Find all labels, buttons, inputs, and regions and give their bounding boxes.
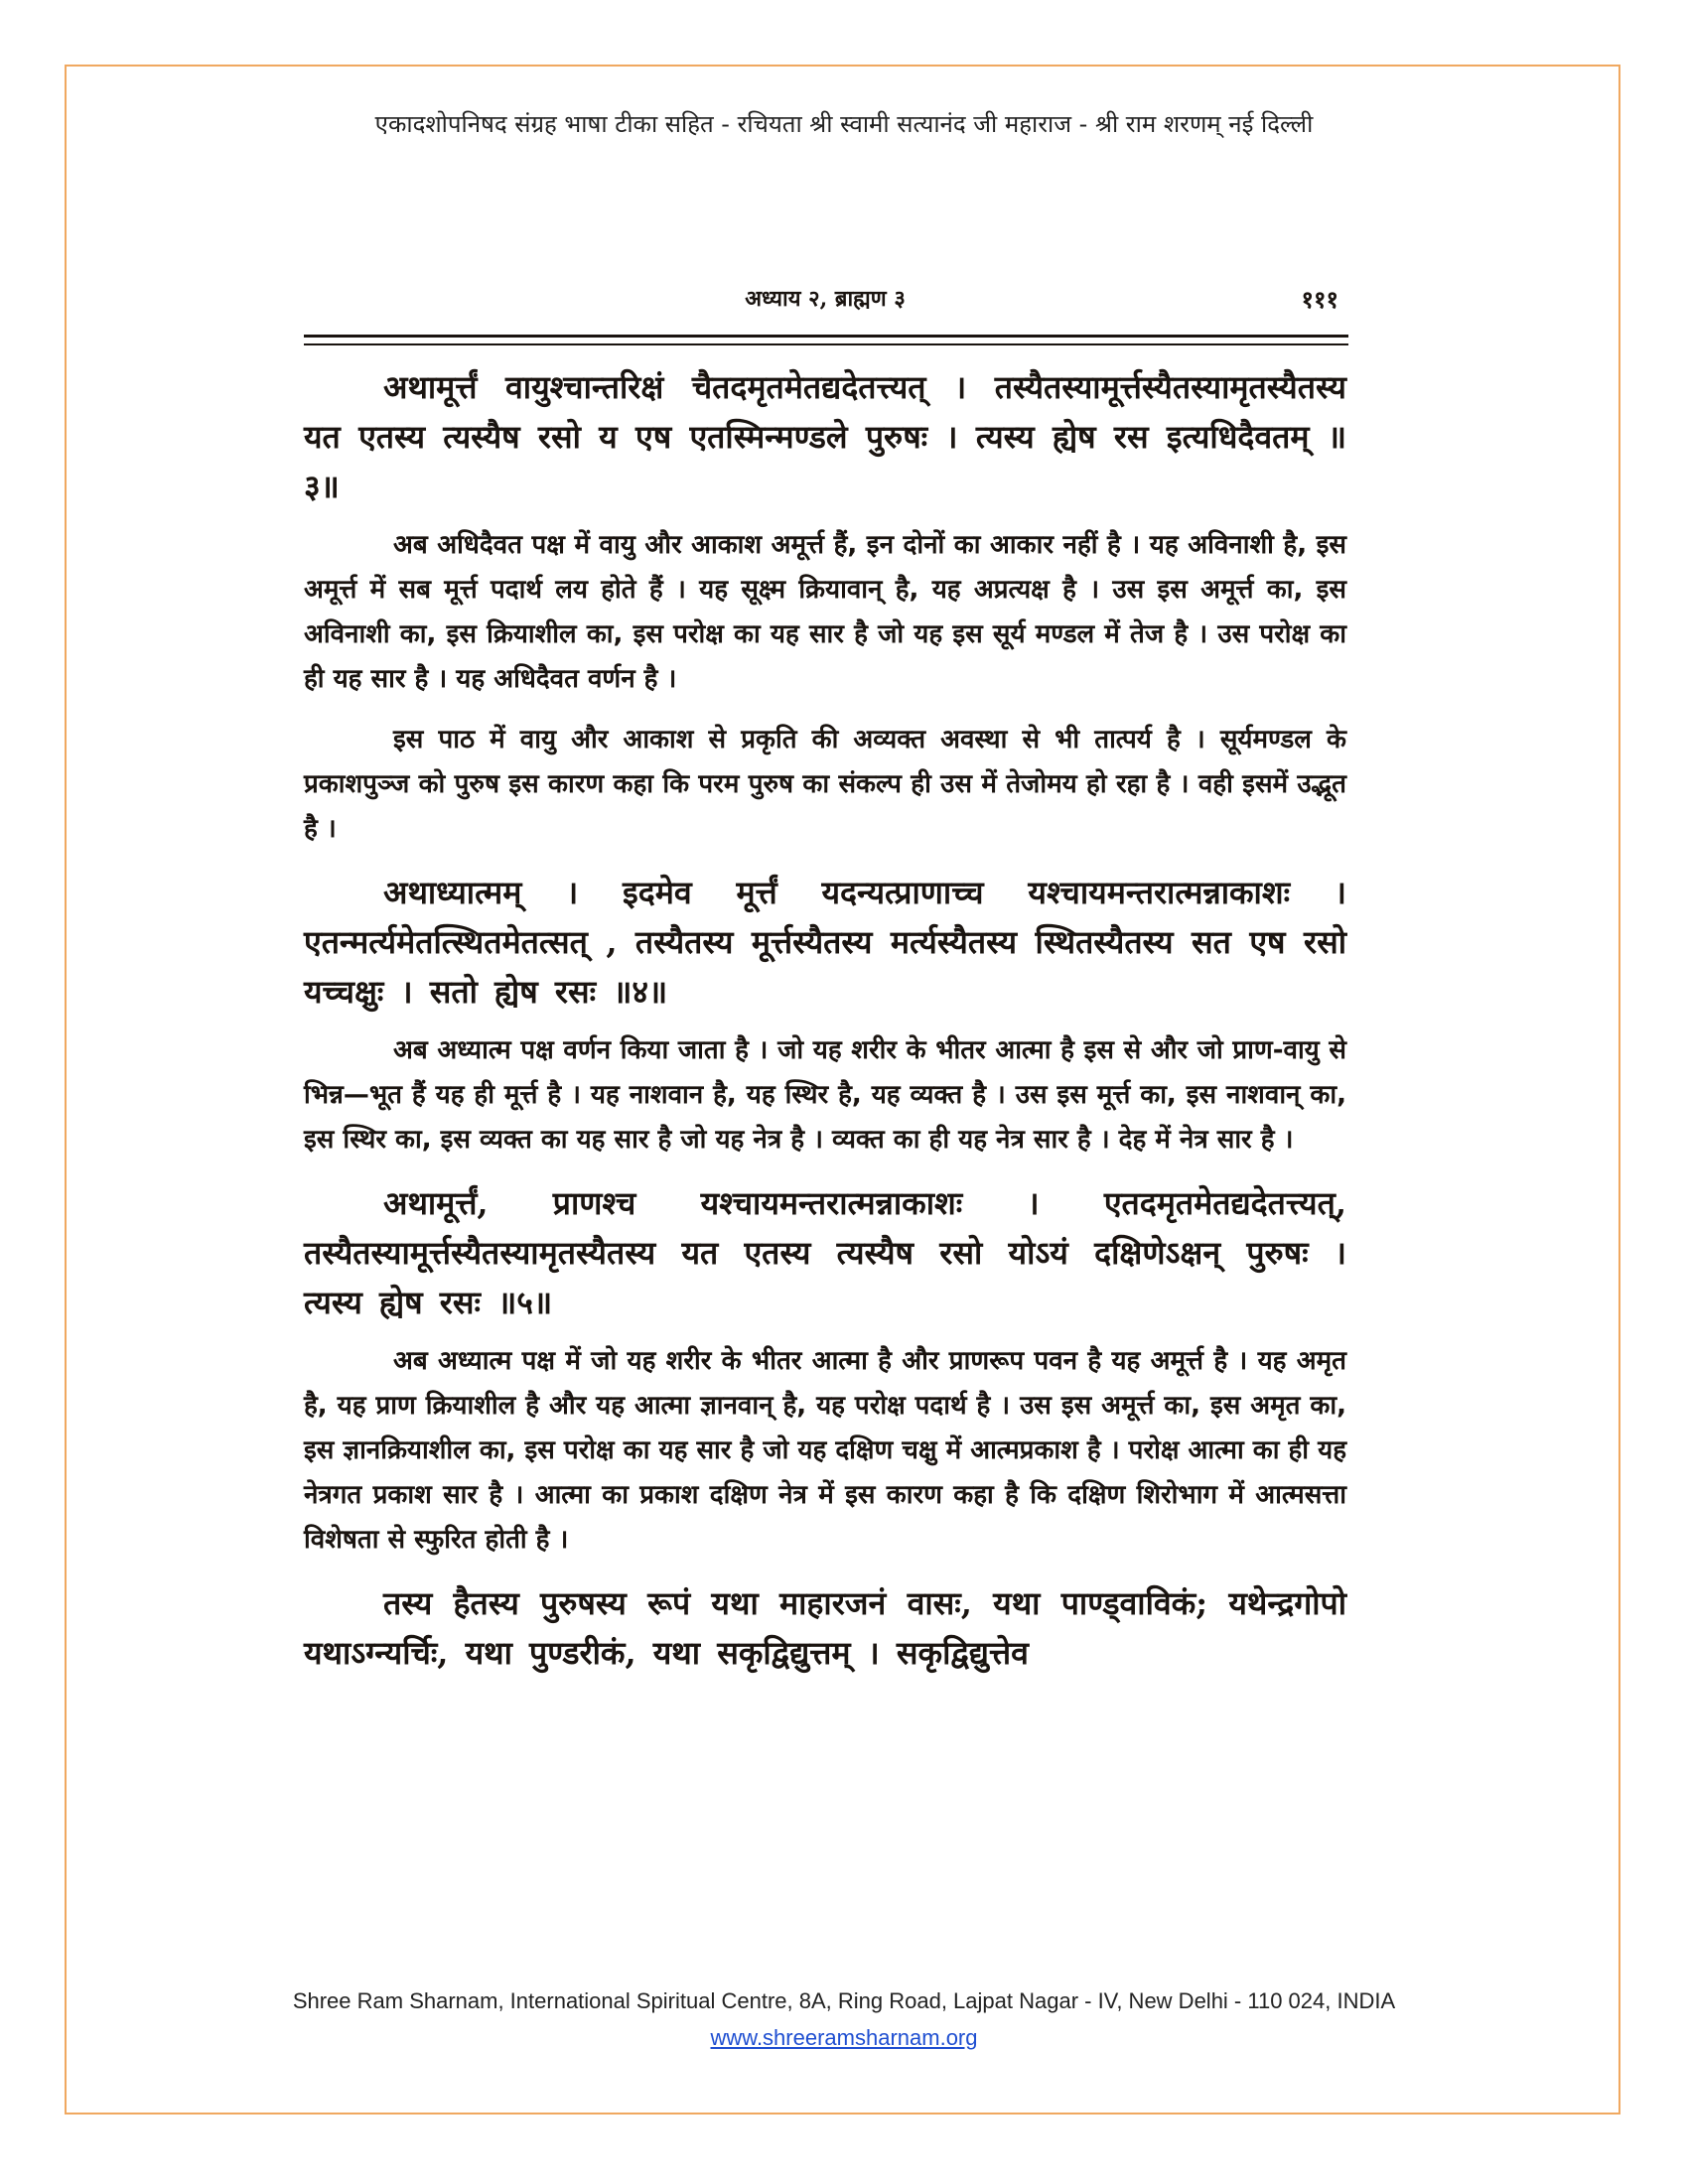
page-body xyxy=(304,362,1346,1690)
shloka-4: अथाध्यात्मम् । इदमेव मूर्त्तं यदन्यत्प्राणाच्च यश्चायमन्तरात्मन्नाकाशः । एतन्मर्त्यमेतत्स्थितमेतत्सत् , तस्यैतस्य मूर्त्तस्यैतस्य मर्त्यस्यैतस्य स्थितस्यैतस्य सत एष रसो यच्चक्षुः । सतो ह्येष रसः ॥४॥ xyxy=(304,874,1346,1011)
header-rule-thin xyxy=(304,343,1348,345)
footer-website xyxy=(0,2025,1688,2051)
shloka-5: अथामूर्त्तं, प्राणश्च यश्चायमन्तरात्मन्नाकाशः । एतदमृतमेतद्यदेतत्त्यत्, तस्यैतस्यामूर्त्तस्यैतस्यामृतस्यैतस्य यत एतस्य त्यस्यैष रसो योऽयं दक्षिणेऽक्षन् पुरुषः । त्यस्य ह्येष रसः ॥५॥ xyxy=(304,1184,1346,1321)
shloka-6: तस्य हैतस्य पुरुषस्य रूपं यथा माहारजनं वासः, यथा पाण्ड्वाविकं; यथेन्द्रगोपो यथाऽग्न्यर्चिः, यथा पुण्डरीकं, यथा सकृद्विद्युत्तम् । सकृद्विद्युत्तेव xyxy=(304,1584,1346,1672)
footer-address: Shree Ram Sharnam, International Spiritual Centre, 8A, Ring Road, Lajpat Nagar - IV, New Delhi - 110 024, INDIA xyxy=(292,1988,1396,2013)
commentary-paragraph: अब अधिदैवत पक्ष में वायु और आकाश अमूर्त्त हैं, इन दोनों का आकार नहीं है । यह अविनाशी है, इस अमूर्त्त में सब मूर्त्त पदार्थ लय होते हैं । यह सूक्ष्म क्रियावान् है, यह अप्रत्यक्ष है । उस इस अमूर्त्त का, इस अविनाशी का, इस क्रियाशील का, इस परोक्ष का यह सार है जो यह इस सूर्य मण्डल में तेज है । उस परोक्ष का ही यह सार है । यह अधिदैवत वर्णन है । xyxy=(304,530,1346,694)
chapter-title: अध्याय २, ब्राह्मण ३ xyxy=(745,286,906,312)
commentary-paragraph: अब अध्यात्म पक्ष में जो यह शरीर के भीतर आत्मा है और प्राणरूप पवन है यह अमूर्त्त है । यह अमृत है, यह प्राण क्रियाशील है और यह आत्मा ज्ञानवान् है, यह परोक्ष पदार्थ है । उस इस अमूर्त्त का, इस अमृत का, इस ज्ञानक्रियाशील का, इस परोक्ष का यह सार है जो यह दक्षिण चक्षु में आत्मप्रकाश है । परोक्ष आत्मा का ही यह नेत्रगत प्रकाश सार है । आत्मा का प्रकाश दक्षिण नेत्र में इस कारण कहा है कि दक्षिण शिरोभाग में आत्मसत्ता विशेषता से स्फुरित होती है । xyxy=(304,1346,1346,1555)
shloka-3: अथामूर्त्तं वायुश्चान्तरिक्षं चैतदमृतमेतद्यदेतत्त्यत् । तस्यैतस्यामूर्त्तस्यैतस्यामृतस्यैतस्य यत एतस्य त्यस्यैष रसो य एष एतस्मिन्मण्डले पुरुषः । त्यस्य ह्येष रस इत्यधिदैवतम् ॥३॥ xyxy=(304,368,1346,505)
commentary-paragraph: इस पाठ में वायु और आकाश से प्रकृति की अव्यक्त अवस्था से भी तात्पर्य है । सूर्यमण्डल के प्रकाशपुञ्ज को पुरुष इस कारण कहा कि परम पुरुष का संकल्प ही उस में तेजोमय हो रहा है । वही इसमें उद्भूत है । xyxy=(304,725,1346,844)
commentary-paragraph: अब अध्यात्म पक्ष वर्णन किया जाता है । जो यह शरीर के भीतर आत्मा है इस से और जो प्राण-वायु से भिन्न—भूत हैं यह ही मूर्त्त है । यह नाशवान है, यह स्थिर है, यह व्यक्त है । उस इस मूर्त्त का, इस नाशवान् का, इस स्थिर का, इस व्यक्त का यह सार है जो यह नेत्र है । व्यक्त का ही यह नेत्र सार है । देह में नेत्र सार है । xyxy=(304,1035,1346,1155)
page-number: १११ xyxy=(1301,285,1338,314)
website-link[interactable]: www.shreeramsharnam.org xyxy=(710,2025,978,2050)
header-rule xyxy=(304,335,1348,338)
scanned-page xyxy=(294,253,1356,1936)
document-header: एकादशोपनिषद संग्रह भाषा टीका सहित - रचियता श्री स्वामी सत्यानंद जी महाराज - श्री राम शरणम् नई दिल्ली xyxy=(374,110,1314,138)
running-head xyxy=(294,275,1356,315)
